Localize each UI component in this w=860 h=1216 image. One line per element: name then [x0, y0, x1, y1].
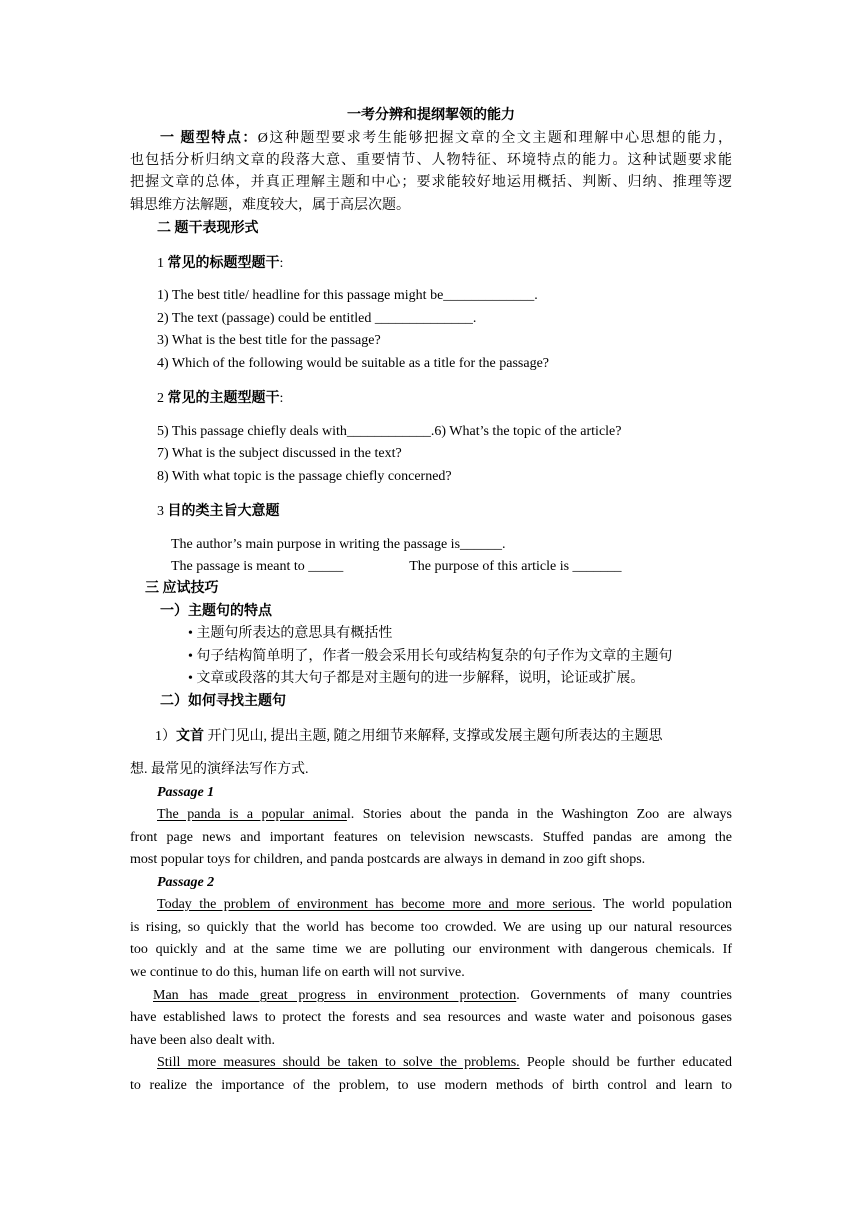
section-1-line-3: 把握文章的总体，并真正理解主题和中心；要求能较好地运用概括、判断、归纳、推理等逻 — [130, 175, 732, 190]
title-item-4: 4) Which of the following would be suitable as a title for the passage? — [157, 356, 550, 371]
feature-bullet-2: • 句子结构简单明了，作者一般会采用长句或结构复杂的句子作为文章的主题句 — [188, 649, 673, 664]
title-item-3: 3) What is the best title for the passage? — [157, 333, 381, 348]
passage-2-para-2-topic-sentence: Man has made great progress in environment protection — [153, 988, 517, 1003]
section-3-heading: 三 应试技巧 — [145, 581, 219, 596]
passage-2-line-3: too quickly and at the same time we are polluting our environment with dangerous chemicals. If — [130, 942, 732, 957]
passage-1-label: Passage 1 — [157, 785, 215, 800]
topic-item-3: 8) With what topic is the passage chiefly concerned? — [157, 469, 452, 484]
feature-bullet-1: • 主题句所表达的意思具有概括性 — [188, 626, 393, 641]
passage-2-line-2: is rising, so quickly that the world has become too crowded. We are using up our natural resources — [130, 920, 732, 935]
passage-2-para-3-topic-sentence: Still more measures should be taken to solve the problems. — [157, 1055, 520, 1070]
topic-type-heading: 2 常见的主题型题干: — [157, 390, 284, 406]
section-1-line-1: 一 题型特点：Ø这种题型要求考生能够把握文章的全文主题和理解中心思想的能力， — [130, 128, 732, 150]
title-type-heading: 1 常见的标题型题干: — [157, 255, 284, 271]
passage-2-para-3-line-2: to realize the importance of the problem, to use modern methods of birth control and learn to — [130, 1078, 732, 1093]
topic-item-2: 7) What is the subject discussed in the text? — [157, 446, 402, 461]
topic-item-1: 5) This passage chiefly deals with____________.6) What’s the topic of the article? — [157, 424, 622, 439]
passage-1-line-3: most popular toys for children, and panda postcards are always in demand in zoo gift shops. — [130, 852, 646, 867]
passage-2-topic-sentence: Today the problem of environment has become more and more serious — [157, 897, 593, 912]
passage-1-topic-sentence: The panda is a popular anima — [157, 807, 347, 822]
purpose-line-2: The passage is meant to _____ The purpose of this article is _______ — [171, 559, 622, 574]
passage-2-para-2-line-1: Man has made great progress in environment protection. Governments of many countries — [153, 988, 732, 1003]
purpose-type-heading: 3 目的类主旨大意题 — [157, 503, 280, 519]
page-title: 一考分辨和提纲挈领的能力 — [347, 108, 515, 123]
method-1-line-1: 1）文首 开门见山, 提出主题, 随之用细节来解释, 支撑或发展主题句所表达的主题思 — [155, 728, 663, 744]
passage-1-line-1: The panda is a popular animal. Stories about the panda in the Washington Zoo are always — [157, 807, 732, 822]
passage-2-para-2-line-3: have been also dealt with. — [130, 1033, 276, 1048]
feature-bullet-3: • 文章或段落的其大句子都是对主题句的进一步解释，说明，论证或扩展。 — [188, 671, 645, 686]
section-2-heading: 二 题干表现形式 — [157, 221, 259, 236]
passage-2-line-4: we continue to do this, human life on earth will not survive. — [130, 965, 465, 980]
section-1-label: 一 题型特点： — [160, 131, 258, 146]
passage-2-para-2-line-2: have established laws to protect the forests and sea resources and waste water and poisonous gases — [130, 1010, 732, 1025]
passage-2-label: Passage 2 — [157, 875, 215, 890]
title-item-1: 1) The best title/ headline for this passage might be_____________. — [157, 288, 538, 303]
section-1-line-2: 也包括分析归纳文章的段落大意、重要情节、人物特征、环境特点的能力。这种试题要求能 — [130, 153, 732, 168]
method-1-line-2: 想. 最常见的演绎法写作方式. — [130, 762, 309, 777]
topic-sentence-features-heading: 一）主题句的特点 — [160, 604, 272, 619]
passage-2-para-3-line-1: Still more measures should be taken to solve the problems. People should be further educated — [157, 1055, 732, 1070]
section-1-line-4: 辑思维方法解题，难度较大，属于高层次题。 — [130, 198, 410, 213]
passage-2-line-1: Today the problem of environment has become more and more serious. The world population — [157, 897, 732, 912]
find-topic-sentence-heading: 二）如何寻找主题句 — [160, 694, 286, 709]
title-item-2: 2) The text (passage) could be entitled ______________. — [157, 311, 477, 326]
passage-1-line-2: front page news and important features on television newscasts. Stuffed pandas are among the — [130, 830, 732, 845]
purpose-line-1: The author’s main purpose in writing the passage is______. — [171, 537, 506, 552]
